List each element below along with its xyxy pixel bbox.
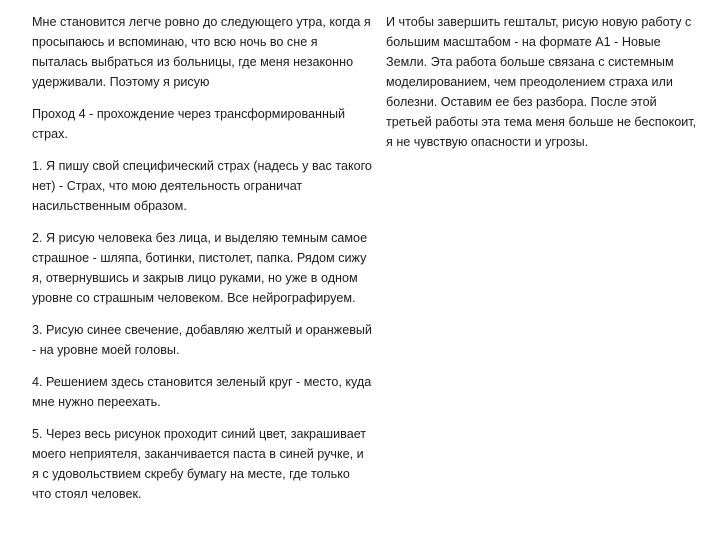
left-text-column [32, 12, 372, 516]
paragraph-step-5: 5. Через весь рисунок проходит синий цвет, закрашивает моего неприятеля, заканчивается паста в синей ручке, и я с удовольствием скребу бумагу на месте, где только что стоял человек. [32, 427, 367, 501]
paragraph-step-2: 2. Я рисую человека без лица, и выделяю темным самое страшное - шляпа, ботинки, пистолет, папка. Рядом сижу я, отвернувшись и закрыв лицо руками, но уже в одном уровне со страшным человеком. Все нейрографируем. [32, 231, 368, 305]
right-text-column [386, 12, 702, 164]
paragraph-step-4: 4. Решением здесь становится зеленый круг - место, куда мне нужно переехать. [32, 375, 372, 409]
paragraph-conclusion: И чтобы завершить гештальт, рисую новую работу с большим масштабом - на формате А1 - Новые Земли. Эта работа больше связана с системным моделированием, чем преодолением страха или болезни. Оставим ее без разбора. После этой третьей работы эта тема меня больше не беспокоит, я не чувствую опасности и угрозы. [386, 15, 697, 149]
paragraph-step-1: 1. Я пишу свой специфический страх (надесь у вас такого нет) - Страх, что мою деятельность ограничат насильственным образом. [32, 159, 372, 213]
paragraph-intro: Мне становится легче ровно до следующего утра, когда я просыпаюсь и вспоминаю, что всю ночь во сне я пыталась выбраться из больницы, где меня незаконно удерживали. Поэтому я рисую [32, 15, 371, 89]
paragraph-step-3: 3. Рисую синее свечение, добавляю желтый и оранжевый - на уровне моей головы. [32, 323, 372, 357]
paragraph-pass-4: Проход 4 - прохождение через трансформированный страх. [32, 107, 346, 141]
